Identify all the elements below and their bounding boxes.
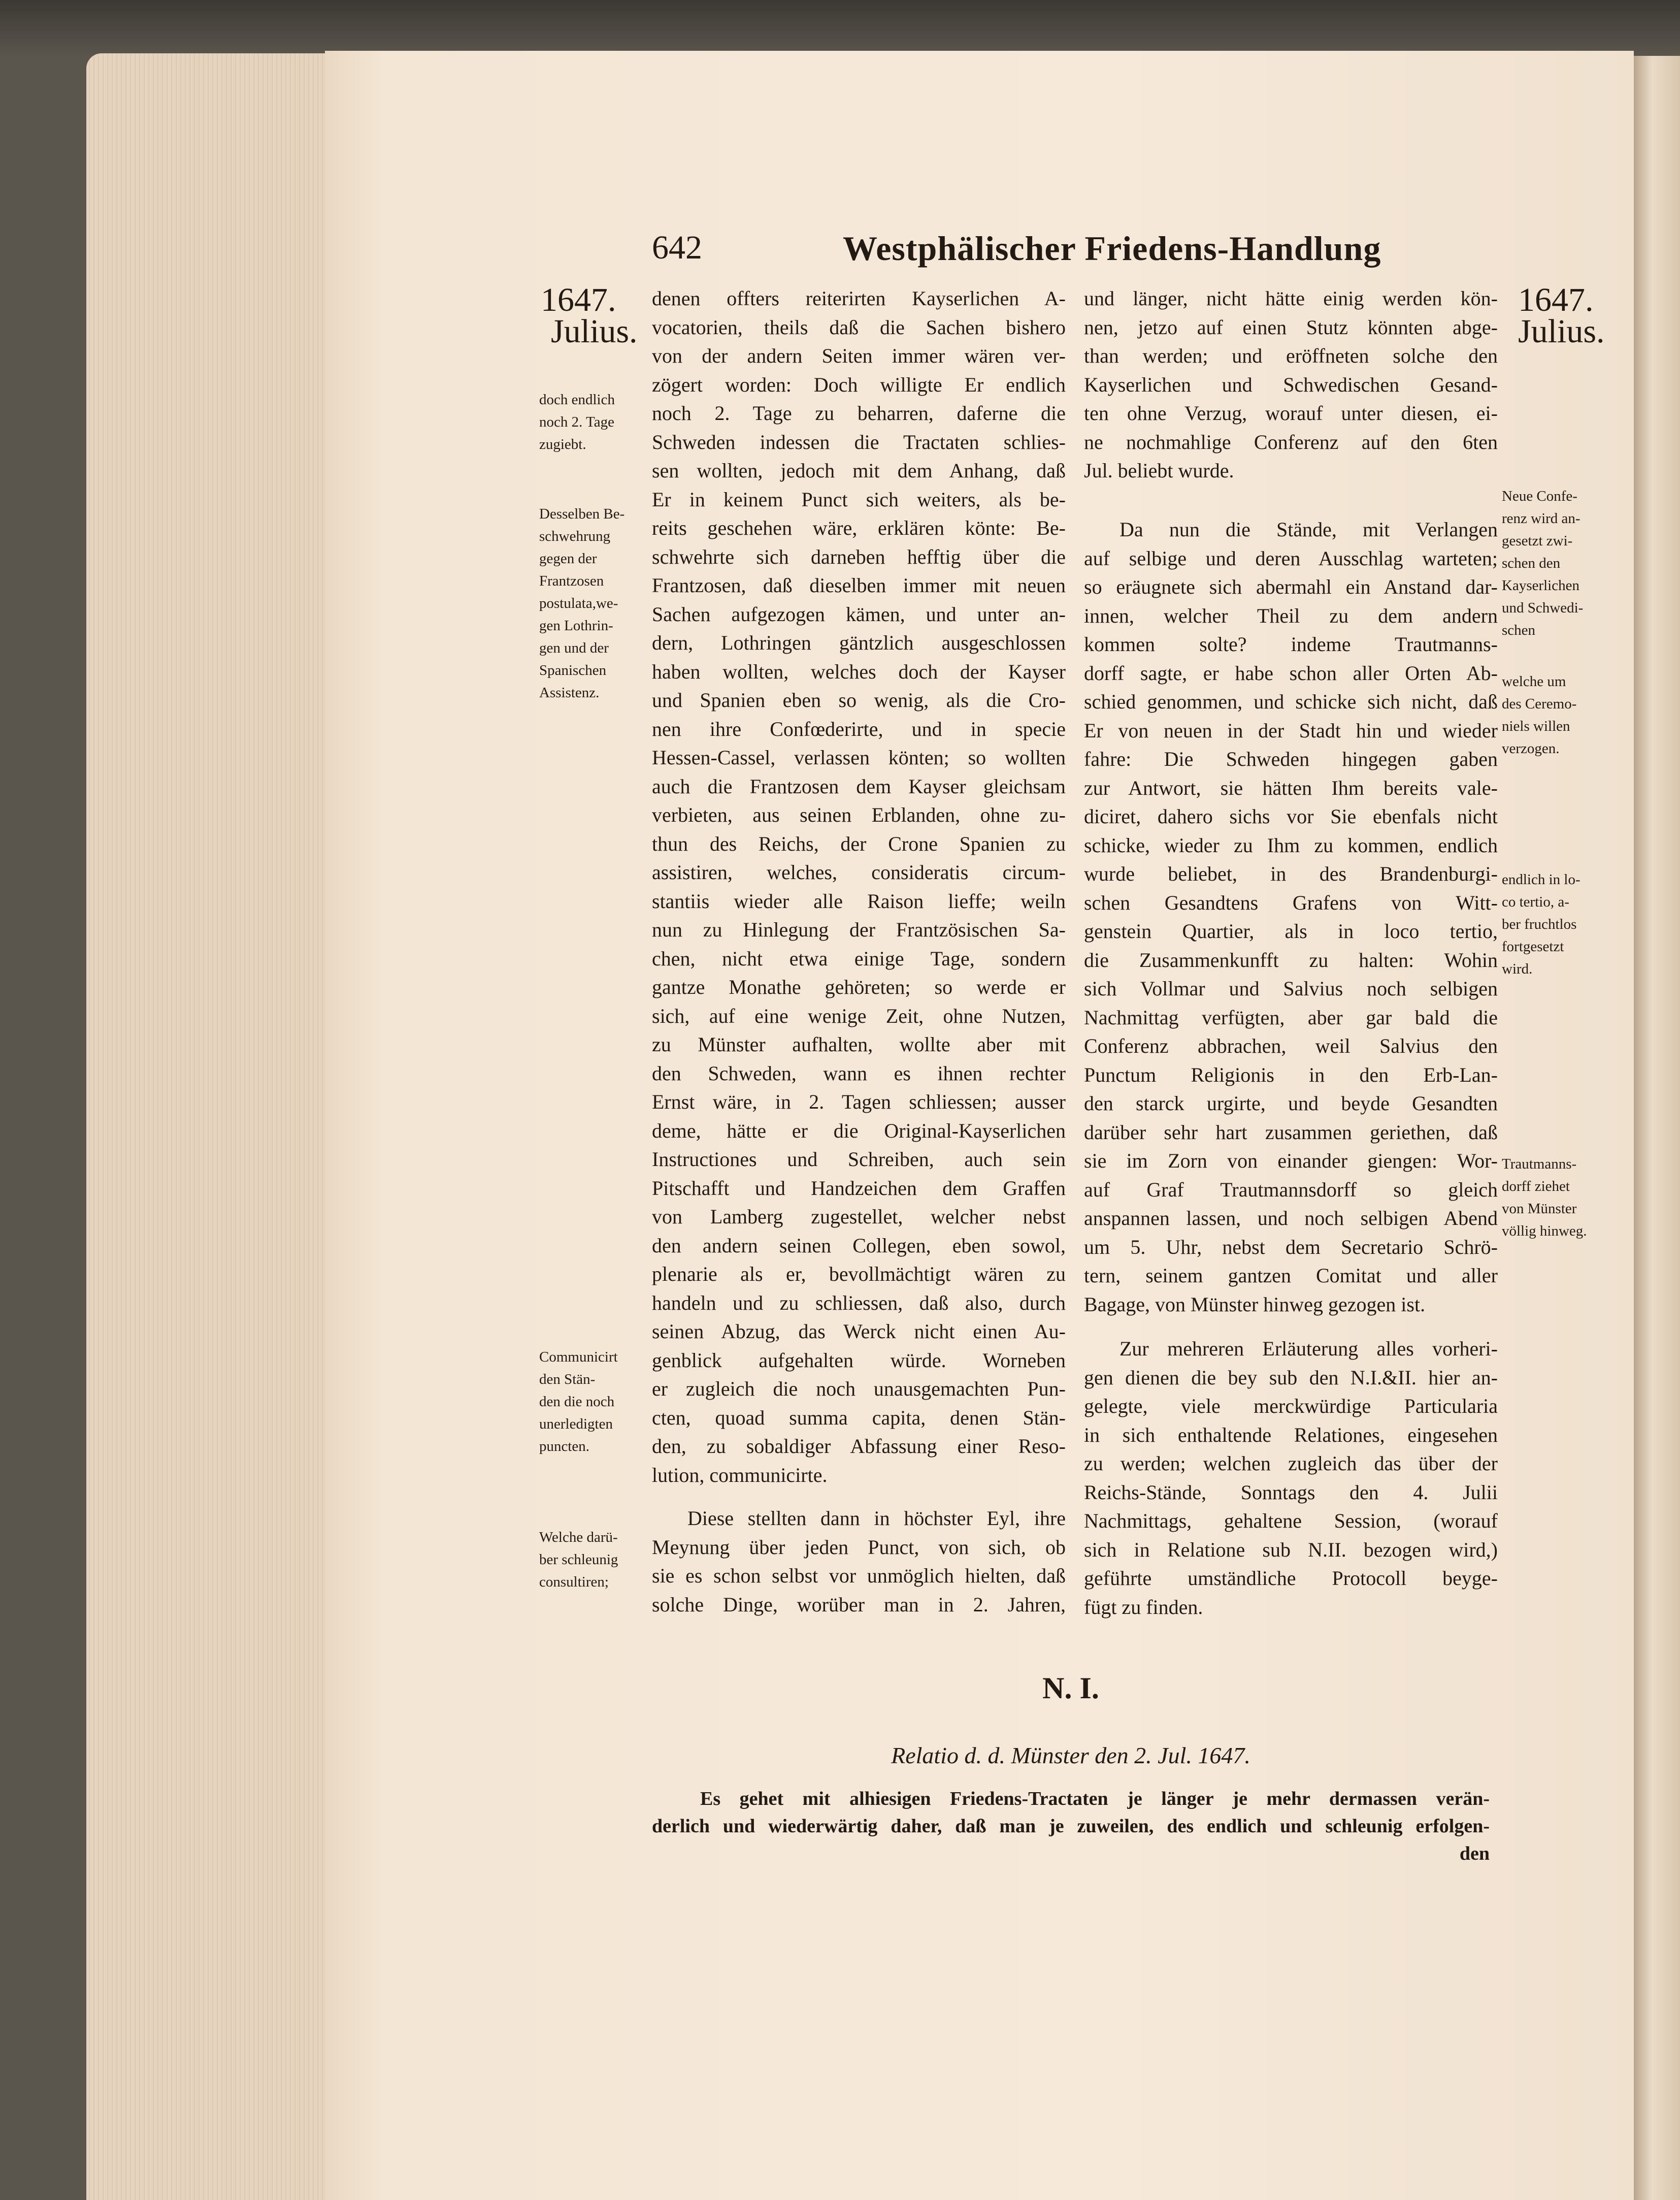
text-line: solche Dinge, worüber man in 2. Jahren, xyxy=(652,1593,1066,1616)
right-column-paragraph-3 xyxy=(1084,1335,1498,1622)
margin-note-line: gen Lothrin- xyxy=(539,618,613,634)
text-line: nun zu Hinlegung der Frantzösischen Sa- xyxy=(652,918,1066,941)
text-line: den andern seinen Collegen, eben sowol, xyxy=(652,1234,1066,1257)
text-line: stantiis wieder alle Raison lieffe; weiln xyxy=(652,889,1066,913)
left-margin-month: Julius. xyxy=(551,313,638,350)
margin-note-line: gen und der xyxy=(539,640,609,656)
text-line: den xyxy=(1459,1843,1490,1864)
margin-note-line: zugiebt. xyxy=(539,436,586,452)
margin-note-line: des Ceremo- xyxy=(1502,696,1577,712)
text-line: Hessen-Cassel, verlassen könten; so wollten xyxy=(652,746,1066,769)
text-line: derlich und wiederwärtig daher, daß man je zuweilen, des endlich und schleunig erfolgen- xyxy=(652,1816,1490,1837)
text-line: und Spanien eben so wenig, als die Cro- xyxy=(652,689,1066,711)
text-line: Frantzosen, daß dieselben immer mit neuen xyxy=(652,574,1066,597)
text-line: zögert worden: Doch willigte Er endlich xyxy=(652,373,1066,396)
text-line: Nachmittags, gehaltene Session, (worauf xyxy=(1084,1509,1498,1532)
margin-note-line: wird. xyxy=(1502,961,1533,977)
margin-note-line: postulata,we- xyxy=(539,595,618,611)
margin-note-line: Neue Confe- xyxy=(1502,488,1577,504)
text-line: Bagage, von Münster hinweg gezogen ist. xyxy=(1084,1292,1426,1316)
margin-note-line: Trautmanns- xyxy=(1502,1156,1577,1172)
text-line: Es gehet mit alhiesigen Friedens-Tractaten je länger je mehr dermassen verän- xyxy=(700,1788,1490,1809)
margin-note-line: Welche darü- xyxy=(539,1529,618,1545)
text-line: den starck urgirte, und beyde Gesandten xyxy=(1084,1092,1498,1115)
text-line: und länger, nicht hätte einig werden kön- xyxy=(1084,287,1498,310)
margin-note-line: dorff ziehet xyxy=(1502,1178,1570,1194)
margin-note xyxy=(539,1526,618,1593)
text-line: haben wollten, welches doch der Kayser xyxy=(652,660,1066,683)
right-margin-month: Julius. xyxy=(1518,313,1605,350)
margin-note-line: Communicirt xyxy=(539,1349,618,1365)
margin-note-line: Spanischen xyxy=(539,662,607,678)
book-page-edges xyxy=(86,53,325,2200)
margin-note-line: Desselben Be- xyxy=(539,506,625,522)
left-column-paragraph-2 xyxy=(652,1504,1066,1619)
text-line: Nachmittag verfügten, aber gar bald die xyxy=(1084,1006,1498,1029)
margin-note-line: endlich in lo- xyxy=(1502,871,1580,888)
text-line: Kayserlichen und Schwedischen Gesand- xyxy=(1084,373,1498,396)
margin-note-line: schwehrung xyxy=(539,528,611,544)
right-column-paragraph-1 xyxy=(1084,284,1498,486)
text-line: zur Antwort, sie hätten Ihm bereits vale- xyxy=(1084,776,1498,799)
margin-note xyxy=(1502,485,1583,641)
margin-note-line: Frantzosen xyxy=(539,573,604,589)
text-line: die Zusammenkunfft zu halten: Wohin xyxy=(1084,948,1498,972)
text-line: Punctum Religionis in den Erb-Lan- xyxy=(1084,1063,1498,1086)
text-line: sie es schon selbst vor unmöglich hielten, daß xyxy=(652,1564,1066,1587)
section-body xyxy=(652,1785,1490,1867)
text-line: auch die Frantzosen dem Kayser gleichsam xyxy=(652,774,1066,798)
text-line: sich, auf eine wenige Zeit, ohne Nutzen, xyxy=(652,1004,1066,1027)
margin-note-line: gesetzt zwi- xyxy=(1502,533,1573,549)
text-line: Er in keinem Punct sich weiters, als be- xyxy=(652,488,1066,511)
text-line: tern, seinem gantzen Comitat und aller xyxy=(1084,1264,1498,1287)
text-line: assistiren, welches, consideratis circum- xyxy=(652,861,1066,884)
text-line: deme, hätte er die Original-Kayserlichen xyxy=(652,1119,1066,1142)
margin-note-line: consultiren; xyxy=(539,1574,609,1590)
text-line: wurde beliebet, in des Brandenburgi- xyxy=(1084,862,1498,885)
text-line: in sich enthaltende Relationes, eingesehen xyxy=(1084,1423,1498,1446)
text-line: Instructiones und Schreiben, auch sein xyxy=(652,1148,1066,1171)
text-line: diciret, dahero sichs vor Sie ebenfals nicht xyxy=(1084,805,1498,828)
margin-note xyxy=(539,1346,618,1458)
margin-note-line: Assistenz. xyxy=(539,685,600,701)
text-line: sie im Zorn von einander giengen: Wor- xyxy=(1084,1149,1498,1172)
margin-note xyxy=(1502,1153,1587,1242)
margin-note-line: den Stän- xyxy=(539,1371,596,1387)
text-line: auf Graf Trautmannsdorff so gleich xyxy=(1084,1178,1498,1201)
text-line: Meynung über jeden Punct, von sich, ob xyxy=(652,1535,1066,1559)
text-line: Reichs-Stände, Sonntags den 4. Julii xyxy=(1084,1480,1498,1504)
text-line: schicke, wieder zu Ihm zu kommen, endlich xyxy=(1084,833,1498,857)
margin-note-line: renz wird an- xyxy=(1502,510,1580,527)
text-line: zu Münster aufhalten, wollte aber mit xyxy=(652,1033,1066,1056)
text-line: plenarie als er, bevollmächtigt wären zu xyxy=(652,1263,1066,1285)
text-line: Pitschafft und Handzeichen dem Graffen xyxy=(652,1176,1066,1200)
text-line: Er von neuen in der Stadt hin und wieder xyxy=(1084,719,1498,742)
text-line: Zur mehreren Erläuterung alles vorheri- xyxy=(1119,1337,1498,1360)
margin-note xyxy=(1502,868,1580,980)
text-line: handeln und zu schliessen, daß also, durch xyxy=(652,1291,1066,1314)
text-line: sich Vollmar und Salvius noch selbigen xyxy=(1084,977,1498,1000)
text-line: chen, nicht etwa einige Tage, sondern xyxy=(652,947,1066,970)
text-line: ten ohne Verzug, worauf unter diesen, ei- xyxy=(1084,402,1498,425)
right-margin-year: 1647. xyxy=(1518,281,1594,318)
text-line: sen wollten, jedoch mit dem Anhang, daß xyxy=(652,459,1066,482)
text-line: zu werden; welchen zugleich das über der xyxy=(1084,1452,1498,1475)
right-column-paragraph-2 xyxy=(1084,515,1498,1319)
text-line: verbieten, aus seinen Erblanden, ohne zu- xyxy=(652,803,1066,826)
text-line: sich in Relatione sub N.II. bezogen wird,) xyxy=(1084,1538,1498,1561)
text-line: denen offters reiterirten Kayserlichen A- xyxy=(652,287,1066,310)
margin-note xyxy=(1502,670,1576,760)
margin-note-line: ber schleunig xyxy=(539,1551,618,1568)
page-number: 642 xyxy=(652,229,702,266)
margin-note-line: gegen der xyxy=(539,551,597,567)
text-line: gen dienen die bey sub den N.I.&II. hier an- xyxy=(1084,1366,1498,1389)
text-line: kommen solte? indeme Trautmanns- xyxy=(1084,633,1498,656)
text-line: ne nochmahlige Conferenz auf den 6ten xyxy=(1084,430,1498,454)
margin-note-line: doch endlich xyxy=(539,392,615,408)
text-line: noch 2. Tage zu beharren, daferne die xyxy=(652,402,1066,425)
text-line: Ernst wäre, in 2. Tagen schliessen; ausser xyxy=(652,1090,1066,1113)
text-line: Sachen aufgezogen kämen, und unter an- xyxy=(652,602,1066,626)
text-line: Da nun die Stände, mit Verlangen xyxy=(1119,518,1498,541)
margin-note-line: den die noch xyxy=(539,1394,615,1410)
text-line: den, zu sobaldiger Abfassung einer Reso- xyxy=(652,1435,1066,1458)
text-line: nen ihre Confœderirte, und in specie xyxy=(652,717,1066,740)
section-heading: N. I. xyxy=(1042,1671,1099,1705)
margin-note-line: schen xyxy=(1502,622,1536,638)
text-line: innen, welcher Theil zu dem andern xyxy=(1084,604,1498,627)
text-line: thun des Reichs, der Crone Spanien zu xyxy=(652,832,1066,855)
text-line: than werden; und eröffneten solche den xyxy=(1084,344,1498,367)
text-line: darüber sehr hart zusammen geriethen, daß xyxy=(1084,1120,1498,1144)
margin-note-line: ber fruchtlos xyxy=(1502,916,1577,932)
margin-note-line: und Schwedi- xyxy=(1502,600,1584,616)
margin-note xyxy=(539,503,624,704)
text-line: lution, communicirte. xyxy=(652,1463,828,1486)
margin-note-line: fortgesetzt xyxy=(1502,939,1564,955)
running-title: Westphälischer Friedens-Handlung xyxy=(843,229,1381,268)
text-line: gelegte, viele merckwürdige Particularia xyxy=(1084,1395,1498,1417)
text-line: genblick aufgehalten würde. Worneben xyxy=(652,1348,1066,1372)
text-line: dorff sagte, er habe schon aller Orten Ab- xyxy=(1084,661,1498,685)
text-line: auf selbige und deren Ausschlag warteten; xyxy=(1084,546,1498,570)
text-line: seinen Abzug, das Werck nicht einen Au- xyxy=(652,1320,1066,1343)
text-line: nen, jetzo auf einen Stutz könnten abge- xyxy=(1084,315,1498,339)
text-line: vocatorien, theils daß die Sachen bishero xyxy=(652,315,1066,339)
section-subheading: Relatio d. d. Münster den 2. Jul. 1647. xyxy=(891,1742,1250,1768)
text-line: von Lamberg zugestellet, welcher nebst xyxy=(652,1205,1066,1228)
text-line: schied genommen, und schicke sich nicht, daß xyxy=(1084,690,1498,713)
text-line: geführte umständliche Protocoll beyge- xyxy=(1084,1567,1498,1590)
margin-note-line: unerledigten xyxy=(539,1416,613,1432)
margin-note-line: verzogen. xyxy=(1502,740,1560,757)
text-line: cten, quoad summa capita, denen Stän- xyxy=(652,1406,1066,1429)
text-line: fahre: Die Schweden hingegen gaben xyxy=(1084,748,1498,770)
margin-note xyxy=(539,389,615,456)
text-line: Diese stellten dann in höchster Eyl, ihre xyxy=(687,1507,1066,1530)
text-line: gantze Monathe gehöreten; so werde er xyxy=(652,976,1066,998)
text-line: um 5. Uhr, nebst dem Secretario Schrö- xyxy=(1084,1235,1498,1258)
margin-note-line: puncten. xyxy=(539,1438,590,1454)
text-line: genstein Quartier, als in loco tertio, xyxy=(1084,920,1498,943)
margin-note-line: noch 2. Tage xyxy=(539,414,615,430)
margin-note-line: schen den xyxy=(1502,555,1561,571)
text-line: fügt zu finden. xyxy=(1084,1595,1203,1619)
left-column-paragraph-1 xyxy=(652,284,1066,1490)
text-line: reits geschehen wäre, erklären könte: Be- xyxy=(652,516,1066,539)
text-line: Jul. beliebt wurde. xyxy=(1084,459,1234,482)
text-line: Schweden indessen die Tractaten schlies- xyxy=(652,430,1066,454)
text-line: von der andern Seiten immer wären ver- xyxy=(652,344,1066,367)
text-line: schen Gesandtens Grafens von Witt- xyxy=(1084,891,1498,914)
margin-note-line: von Münster xyxy=(1502,1201,1577,1217)
text-line: Conferenz abbrachen, weil Salvius den xyxy=(1084,1034,1498,1057)
text-line: schwehrte sich darneben hefftig über die xyxy=(652,545,1066,568)
margin-note-line: niels willen xyxy=(1502,718,1570,734)
left-margin-year: 1647. xyxy=(541,281,616,318)
margin-note-line: welche um xyxy=(1502,673,1566,690)
margin-note-line: völlig hinweg. xyxy=(1502,1223,1587,1239)
text-line: er zugleich die noch unausgemachten Pun- xyxy=(652,1377,1066,1400)
margin-note-line: co tertio, a- xyxy=(1502,894,1569,910)
text-line: so eräugnete sich abermahl ein Anstand dar- xyxy=(1084,575,1498,598)
text-line: den Schweden, wann es ihnen rechter xyxy=(652,1061,1066,1085)
facing-page-edge xyxy=(1634,56,1680,2200)
margin-note-line: Kayserlichen xyxy=(1502,577,1579,594)
text-line: dern, Lothringen gäntzlich ausgeschlossen xyxy=(652,631,1066,654)
text-line: anspannen lassen, und noch selbigen Abend xyxy=(1084,1207,1498,1230)
